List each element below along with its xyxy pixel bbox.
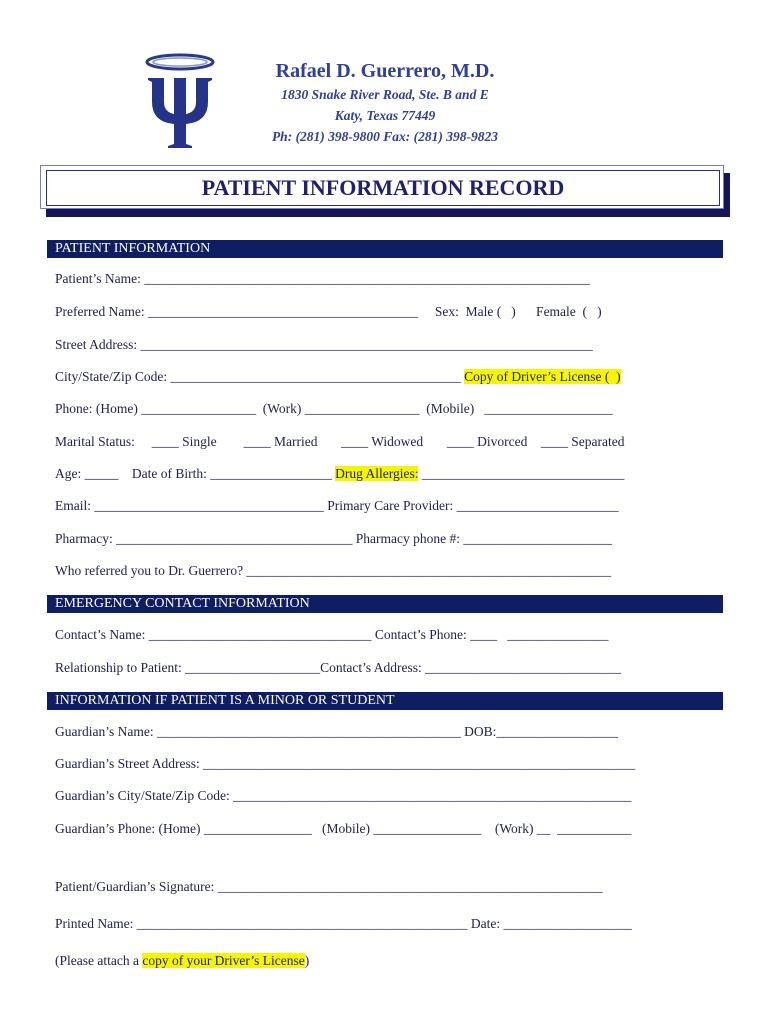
title-box bbox=[40, 165, 724, 209]
attach-note-suffix: ) bbox=[304, 953, 310, 968]
guardian-street-field[interactable]: Guardian’s Street Address: ________________________________________________________________ bbox=[55, 756, 636, 771]
age-dob-label: Age: _____ Date of Birth: __________________ bbox=[55, 466, 336, 481]
section-minor-student: INFORMATION IF PATIENT IS A MINOR OR STUDENT bbox=[47, 692, 723, 710]
practice-logo bbox=[140, 50, 220, 150]
patient-name-field[interactable]: Patient’s Name: __________________________________________________________________ bbox=[55, 271, 590, 286]
pharmacy-field[interactable]: Pharmacy: ___________________________________ Pharmacy phone #: ______________________ bbox=[55, 531, 612, 546]
section-patient-information: PATIENT INFORMATION bbox=[47, 240, 723, 258]
guardian-name-dob-field[interactable]: Guardian’s Name: _____________________________________________ DOB:__________________ bbox=[55, 724, 618, 739]
printed-name-date-field[interactable]: Printed Name: _________________________________________________ Date: ___________________ bbox=[55, 916, 632, 931]
guardian-phone-field[interactable]: Guardian’s Phone: (Home) ________________ (Mobile) ________________ (Work) __ ___________ bbox=[55, 821, 632, 836]
signature-field[interactable]: Patient/Guardian’s Signature: _________________________________________________________ bbox=[55, 879, 603, 894]
contact-name-phone-field[interactable]: Contact’s Name: _________________________________ Contact’s Phone: ____ _______________ bbox=[55, 627, 609, 642]
marital-status-field[interactable]: Marital Status: ____ Single ____ Married ____ Widowed ____ Divorced ____ Separated bbox=[55, 434, 625, 449]
drivers-license-checkbox[interactable]: Copy of Driver’s License ( ) bbox=[464, 369, 621, 384]
street-address-field[interactable]: Street Address: ___________________________________________________________________ bbox=[55, 337, 593, 352]
email-pcp-field[interactable]: Email: __________________________________ Primary Care Provider: ________________________ bbox=[55, 498, 619, 513]
city-state-zip-label: City/State/Zip Code: ___________________________________________ bbox=[55, 369, 465, 384]
phone-fax-line: Ph: (281) 398-9800 Fax: (281) 398-9823 bbox=[271, 129, 499, 144]
attach-note-highlight: copy of your Driver’s License bbox=[142, 953, 305, 968]
relationship-address-field[interactable]: Relationship to Patient: ____________________Contact’s Address: _____________________________ bbox=[55, 660, 621, 675]
attach-note-prefix: (Please attach a bbox=[55, 953, 143, 968]
phone-field[interactable]: Phone: (Home) _________________ (Work) _________________ (Mobile) ___________________ bbox=[55, 401, 613, 416]
referred-by-field[interactable]: Who referred you to Dr. Guerrero? ______________________________________________________ bbox=[55, 563, 612, 578]
preferred-name-sex-field[interactable]: Preferred Name: ________________________________________ Sex: Male ( ) Female ( ) bbox=[55, 304, 602, 319]
address-line-1: 1830 Snake River Road, Ste. B and E bbox=[281, 87, 489, 102]
city-state-zip-field[interactable] bbox=[55, 368, 621, 386]
guardian-city-field[interactable]: Guardian’s City/State/Zip Code: ___________________________________________________________ bbox=[55, 788, 632, 803]
practice-header bbox=[230, 58, 540, 147]
drug-allergies-line[interactable]: ______________________________ bbox=[418, 466, 625, 481]
title-frame bbox=[40, 165, 724, 209]
section-emergency-contact: EMERGENCY CONTACT INFORMATION bbox=[47, 595, 723, 613]
address-line-2: Katy, Texas 77449 bbox=[334, 108, 436, 123]
page-title: PATIENT INFORMATION RECORD bbox=[46, 170, 720, 206]
drug-allergies-label: Drug Allergies: bbox=[335, 466, 419, 481]
attach-license-note bbox=[55, 952, 309, 970]
age-dob-allergies-field[interactable] bbox=[55, 465, 624, 483]
doctor-name: Rafael D. Guerrero, M.D. bbox=[275, 60, 495, 82]
